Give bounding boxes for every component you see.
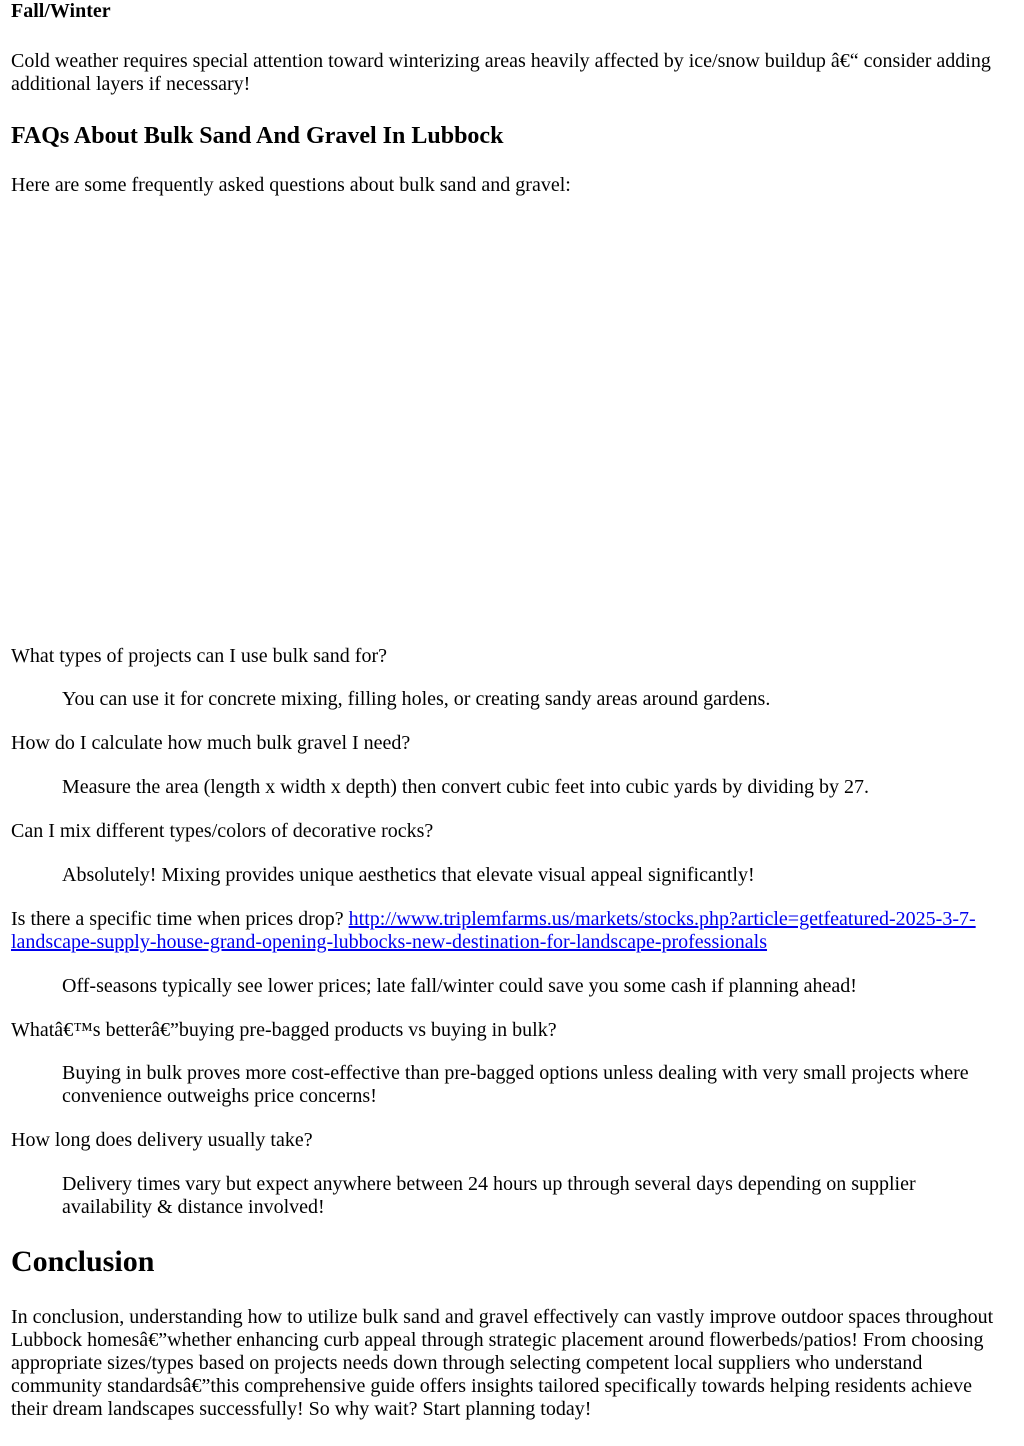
faq-question-2: How do I calculate how much bulk gravel I need? [11, 732, 411, 754]
faq-answer-1: You can use it for concrete mixing, filling holes, or creating sandy areas around gardens. [62, 688, 771, 710]
faq-question-5: Whatâ€™s betterâ€”buying pre-bagged products vs buying in bulk? [11, 1019, 557, 1041]
faq-question-4 [11, 908, 1011, 954]
faq-question-4-text: Is there a specific time when prices drop? [11, 908, 344, 930]
faq-question-3: Can I mix different types/colors of decorative rocks? [11, 820, 434, 842]
blank-image-area [11, 210, 1001, 630]
triplemfarms-article-link[interactable]: http://www.triplemfarms.us/markets/stocks.php?article=getfeatured-2025-3-7-landscape-supply-house-grand-opening-lubbocks-new-destination-for-landscape-professionals [11, 908, 976, 953]
conclusion-paragraph: In conclusion, understanding how to utilize bulk sand and gravel effectively can vastly improve outdoor spaces throughout Lubbock homesâ€”whether enhancing curb appeal through strategic placement around flowerbeds/patios! From choosing appropriate sizes/types based on projects needs down through selecting competent local suppliers who understand community standardsâ€”this comprehensive guide offers insights tailored specifically towards helping residents achieve their dream landscapes successfully! So why wait? Start planning today! [11, 1306, 994, 1420]
faq-answer-2: Measure the area (length x width x depth) then convert cubic feet into cubic yards by dividing by 27. [62, 776, 869, 798]
faq-intro: Here are some frequently asked questions about bulk sand and gravel: [11, 174, 571, 196]
faq-answer-4: Off-seasons typically see lower prices; late fall/winter could save you some cash if planning ahead! [62, 975, 857, 997]
conclusion-heading: Conclusion [11, 1245, 155, 1278]
faq-answer-5: Buying in bulk proves more cost-effective than pre-bagged options unless dealing with very small projects where convenience outweighs price concerns! [62, 1062, 969, 1107]
faq-answer-6: Delivery times vary but expect anywhere between 24 hours up through several days depending on supplier availability & distance involved! [62, 1173, 916, 1218]
faq-question-6: How long does delivery usually take? [11, 1129, 313, 1151]
section-heading-fall-winter: Fall/Winter [11, 0, 111, 22]
faq-question-1: What types of projects can I use bulk sand for? [11, 645, 387, 667]
fall-winter-paragraph: Cold weather requires special attention toward winterizing areas heavily affected by ice/snow buildup â€“ consider adding additional layers if necessary! [11, 50, 991, 95]
faq-heading: FAQs About Bulk Sand And Gravel In Lubbock [11, 123, 504, 149]
faq-answer-3: Absolutely! Mixing provides unique aesthetics that elevate visual appeal significantly! [62, 864, 755, 886]
